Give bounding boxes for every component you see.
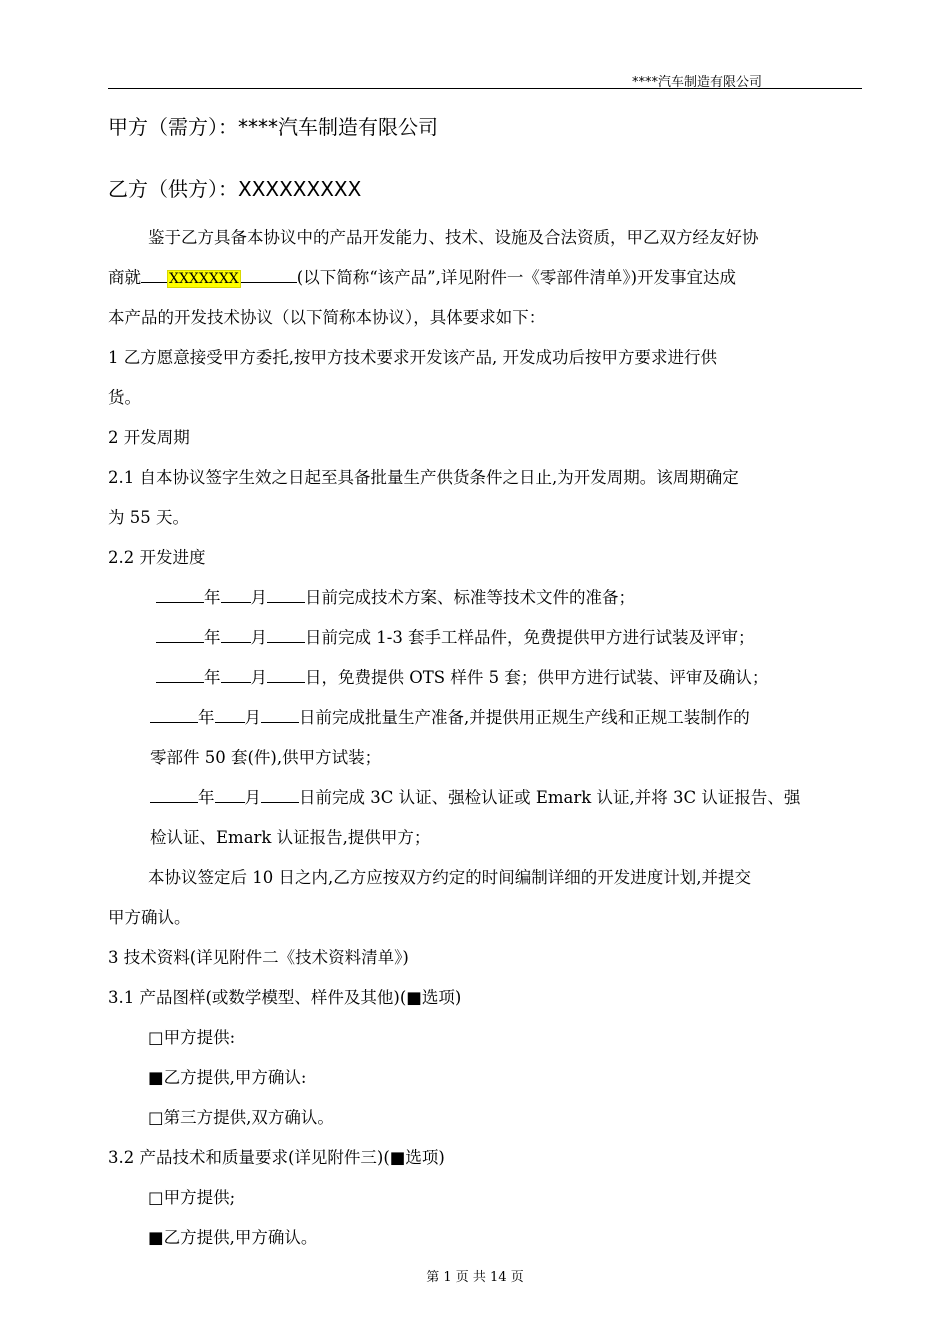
page-header [108, 66, 862, 89]
product-placeholder-highlight: XXXXXXX [169, 271, 239, 287]
section-3-1-option: ■乙方提供,甲方确认: [148, 1068, 307, 1087]
schedule-text: 日前完成技术方案、标准等技术文件的准备； [305, 588, 635, 607]
page-footer: 第 1 页 共 14 页 [426, 1270, 524, 1285]
year-label: 年 [198, 708, 215, 727]
section-1-line-1: 1 乙方愿意接受甲方委托,按甲方技术要求开发该产品, 开发成功后按甲方要求进行供 [108, 348, 717, 367]
year-label: 年 [198, 788, 215, 807]
plan-line-1: 本协议签定后 10 日之内,乙方应按双方约定的时间编制详细的开发进度计划,并提交 [148, 868, 751, 887]
plan-line-2: 甲方确认。 [108, 908, 191, 927]
schedule-item [150, 788, 800, 808]
schedule-item [156, 588, 635, 608]
schedule-item-continued: 零部件 50 套(件),供甲方试装； [150, 748, 382, 767]
section-2-1-line-2: 为 55 天。 [108, 508, 189, 527]
schedule-item [156, 628, 755, 648]
section-3-title: 3 技术资料(详见附件二《技术资料清单》) [108, 948, 409, 967]
month-label: 月 [250, 588, 267, 607]
schedule-text: 日前完成 3C 认证、强检认证或 Emark 认证,并将 3C 认证报告、强 [299, 788, 801, 807]
month-label: 月 [244, 788, 261, 807]
month-label: 月 [250, 628, 267, 647]
section-3-1-title: 3.1 产品图样(或数学模型、样件及其他)(■选项) [108, 988, 462, 1007]
section-3-1-option: □甲方提供: [148, 1028, 236, 1047]
schedule-item [150, 708, 750, 728]
party-a-title: 甲方（需方）：****汽车制造有限公司 [108, 115, 438, 139]
section-3-2-title: 3.2 产品技术和质量要求(详见附件三)(■选项) [108, 1148, 445, 1167]
year-label: 年 [204, 628, 221, 647]
schedule-text: 日前完成批量生产准备,并提供用正规生产线和正规工装制作的 [299, 708, 750, 727]
section-2-2-title: 2.2 开发进度 [108, 548, 206, 567]
intro-prefix: 商就 [108, 268, 141, 287]
section-2-title: 2 开发周期 [108, 428, 190, 447]
intro-suffix: (以下简称“该产品”,详见附件一《零部件清单》)开发事宜达成 [296, 268, 737, 287]
intro-line-3: 本产品的开发技术协议（以下简称本协议），具体要求如下： [108, 308, 546, 327]
header-company: ****汽车制造有限公司 [631, 75, 762, 90]
party-b-title: 乙方（供方）：XXXXXXXXX [108, 177, 362, 201]
year-label: 年 [204, 668, 221, 687]
schedule-item-continued: 检认证、Emark 认证报告,提供甲方； [150, 828, 431, 847]
intro-line-2 [108, 268, 736, 289]
schedule-item [156, 668, 768, 688]
month-label: 月 [250, 668, 267, 687]
schedule-text: 日，免费提供 OTS 样件 5 套；供甲方进行试装、评审及确认； [305, 668, 769, 687]
schedule-text: 日前完成 1-3 套手工样品件，免费提供甲方进行试装及评审； [305, 628, 755, 647]
section-2-1-line-1: 2.1 自本协议签字生效之日起至具备批量生产供货条件之日止,为开发周期。该周期确定 [108, 468, 739, 487]
year-label: 年 [204, 588, 221, 607]
section-3-2-option: ■乙方提供,甲方确认。 [148, 1228, 318, 1247]
intro-line-1: 鉴于乙方具备本协议中的产品开发能力、技术、设施及合法资质，甲乙双方经友好协 [148, 228, 759, 247]
section-1-line-2: 货。 [108, 388, 141, 407]
section-3-2-option: □甲方提供; [148, 1188, 236, 1207]
section-3-1-option: □第三方提供,双方确认。 [148, 1108, 334, 1127]
month-label: 月 [244, 708, 261, 727]
